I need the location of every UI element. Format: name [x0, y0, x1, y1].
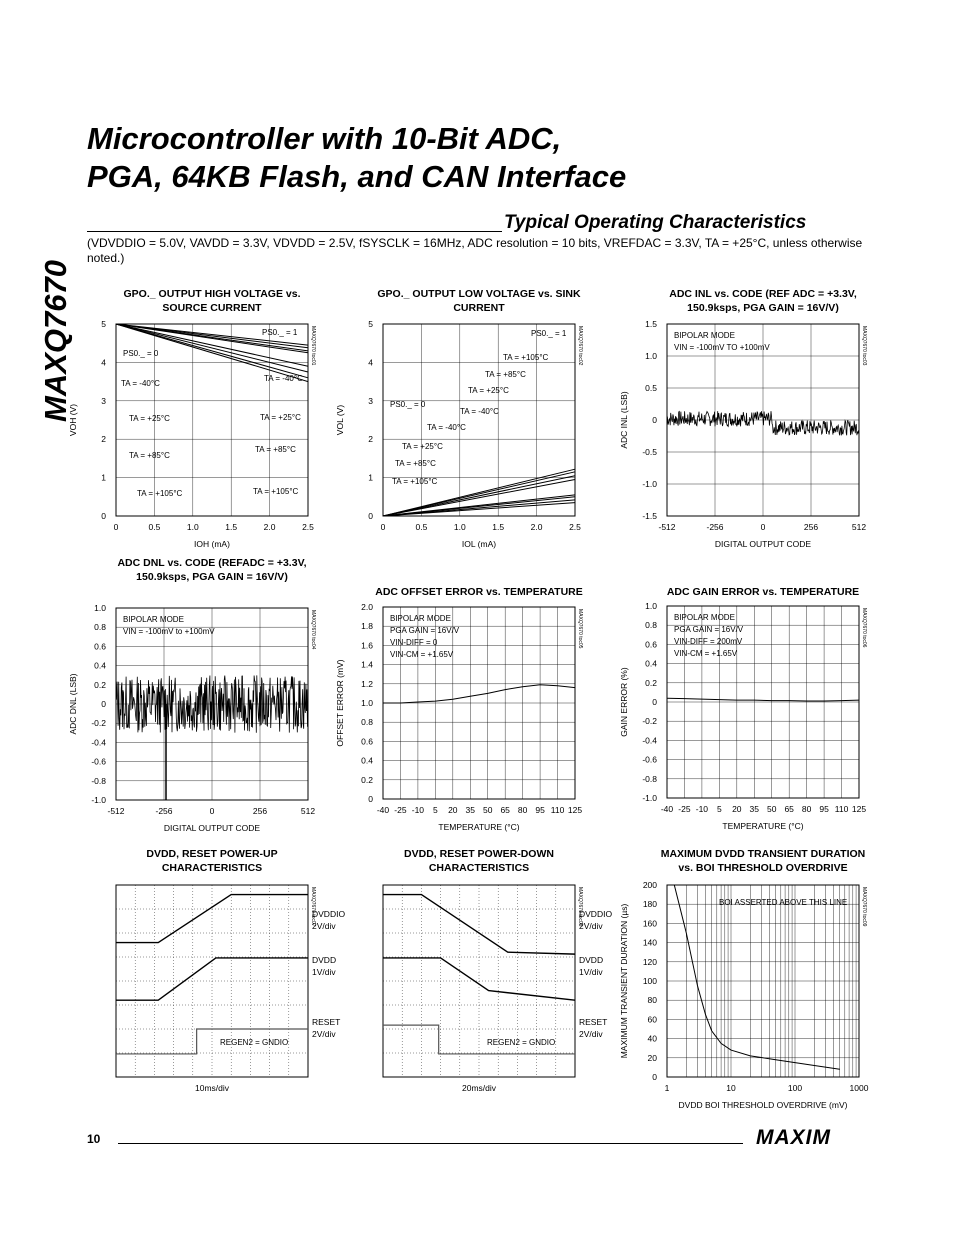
- x-axis-label: TEMPERATURE (°C): [438, 822, 520, 832]
- annotation: TA = +85°C: [255, 445, 296, 454]
- annotation: TA = +105°C: [253, 487, 299, 496]
- x-tick-label: -256: [155, 806, 173, 816]
- x-tick-label: 10: [726, 1083, 736, 1093]
- x-axis-label: DIGITAL OUTPUT CODE: [163, 823, 261, 833]
- y-tick-label: 0.5: [645, 383, 657, 393]
- x-axis-label: IOL (mA): [461, 539, 497, 549]
- y-tick-label: 5: [101, 319, 106, 329]
- x-tick-label: -10: [411, 805, 425, 815]
- y-tick-label: 0: [368, 794, 373, 804]
- footer-rule: [118, 1143, 743, 1144]
- annotation: TA = -40°C: [427, 423, 466, 432]
- chart-title-toc08: DVDD, RESET POWER-DOWN CHARACTERISTICS: [404, 848, 554, 874]
- annotation: BIPOLAR MODE: [674, 613, 735, 622]
- side-title-text: MAXQ7670: [38, 260, 73, 422]
- y-tick-label: 1.0: [645, 351, 657, 361]
- toc-code: MAXQ7670 toc01: [310, 326, 316, 366]
- y-tick-label: 140: [642, 937, 657, 948]
- x-tick-label: 2.0: [530, 522, 543, 532]
- annotation: REGEN2 = GNDIO: [487, 1038, 556, 1047]
- chart-toc08: [383, 885, 612, 1093]
- y-axis-label: VOH (V): [68, 403, 78, 437]
- annotation: VIN = -100mV TO +100mV: [674, 343, 770, 352]
- x-tick-label: 5: [432, 805, 438, 815]
- x-tick-label: 1.5: [492, 522, 505, 532]
- annotation: BIPOLAR MODE: [674, 331, 735, 340]
- annotation: VIN-CM = +1.65V: [390, 650, 454, 659]
- channel-label: 2V/div: [579, 1029, 603, 1039]
- x-tick-label: 512: [300, 806, 316, 816]
- annotation: TA = +25°C: [129, 414, 170, 423]
- y-axis-label: VOL (V): [335, 404, 345, 436]
- annotation: BIPOLAR MODE: [390, 614, 451, 623]
- series-line: [383, 685, 575, 703]
- x-tick-label: -25: [394, 805, 407, 815]
- annotation: TA = -40°C: [121, 379, 160, 388]
- y-tick-label: -1.5: [642, 511, 657, 521]
- x-tick-label: -512: [107, 806, 125, 816]
- annotation: TA = +85°C: [395, 459, 436, 468]
- y-tick-label: 200: [642, 880, 657, 890]
- toc-code: MAXQ7670 toc09: [861, 887, 867, 927]
- y-tick-label: 180: [642, 899, 657, 910]
- y-tick-label: 3: [368, 395, 373, 406]
- y-axis-label: ADC DNL (LSB): [68, 673, 78, 735]
- y-tick-label: 0: [652, 697, 657, 707]
- x-tick-label: 1.0: [186, 522, 199, 532]
- channel-label: DVDDIO: [312, 909, 346, 919]
- x-tick-label: 65: [500, 805, 510, 815]
- annotation: PS0._ = 0: [123, 349, 159, 358]
- annotation: VIN = -100mV to +100mV: [123, 627, 215, 636]
- x-tick-label: 1: [664, 1083, 670, 1093]
- y-tick-label: 0.6: [94, 641, 106, 652]
- annotation: TA = +25°C: [468, 386, 509, 395]
- channel-label: 2V/div: [579, 921, 603, 931]
- x-tick-label: 0.5: [148, 522, 161, 532]
- x-axis-label: 20ms/div: [461, 1083, 497, 1093]
- annotation: VIN-DIFF = 200mV: [674, 637, 743, 646]
- y-tick-label: 1.6: [361, 640, 373, 651]
- x-tick-label: 1.5: [225, 522, 238, 532]
- y-tick-label: 60: [647, 1014, 657, 1025]
- y-tick-label: 5: [368, 319, 373, 329]
- x-tick-label: 100: [787, 1083, 803, 1093]
- channel-label: DVDDIO: [579, 909, 613, 919]
- y-tick-label: 4: [368, 357, 373, 368]
- x-axis-label: 10ms/div: [194, 1083, 230, 1093]
- y-tick-label: 100: [642, 976, 657, 986]
- y-tick-label: -0.2: [91, 718, 106, 729]
- y-tick-label: 0.2: [94, 679, 106, 690]
- y-tick-label: 0.4: [361, 755, 373, 766]
- annotation: TA = +85°C: [485, 370, 526, 379]
- x-tick-label: 5: [716, 804, 722, 814]
- y-axis-label: ADC INL (LSB): [619, 391, 629, 449]
- chart-title-toc01: GPO._ OUTPUT HIGH VOLTAGE vs. SOURCE CURRENT: [123, 288, 301, 314]
- x-tick-label: 110: [834, 804, 849, 814]
- y-tick-label: 1.8: [361, 621, 373, 632]
- y-tick-label: 0.6: [361, 736, 373, 747]
- toc-code: MAXQ7670 toc04: [310, 610, 316, 650]
- annotation: TA = -40°C: [264, 374, 303, 383]
- y-tick-label: 1.0: [361, 698, 373, 708]
- annotation: TA = +25°C: [402, 442, 443, 451]
- x-tick-label: 125: [567, 805, 583, 815]
- y-tick-label: 0: [101, 511, 106, 521]
- x-tick-label: 125: [851, 804, 867, 814]
- y-tick-label: 0.8: [361, 717, 373, 728]
- channel-label: DVDD: [312, 955, 337, 965]
- y-tick-label: 4: [101, 357, 106, 368]
- y-tick-label: 2.0: [361, 602, 373, 612]
- y-tick-label: -1.0: [642, 479, 657, 489]
- section-title: Typical Operating Characteristics: [504, 212, 807, 233]
- annotation: PS0._ = 1: [531, 329, 567, 338]
- title-line-2: PGA, 64KB Flash, and CAN Interface: [87, 159, 627, 194]
- x-tick-label: 256: [803, 522, 819, 532]
- x-tick-label: -10: [695, 804, 709, 814]
- chart-toc02: [335, 319, 583, 549]
- x-tick-label: 35: [749, 804, 760, 814]
- page-number: 10: [87, 1132, 101, 1146]
- x-tick-label: 2.5: [302, 522, 314, 532]
- chart-title-toc03: ADC INL vs. CODE (REF ADC = +3.3V, 150.9ksps, PGA GAIN = 16V/V): [669, 288, 857, 314]
- y-tick-label: -1.0: [91, 795, 106, 805]
- y-tick-label: 40: [647, 1033, 657, 1044]
- y-tick-label: 0.2: [361, 774, 373, 785]
- toc-code: MAXQ7670 toc06: [861, 608, 867, 648]
- y-tick-label: 0: [368, 511, 373, 521]
- series-line: [674, 885, 839, 1069]
- x-tick-label: 80: [801, 804, 812, 814]
- title-line-1: Microcontroller with 10-Bit ADC,: [87, 121, 562, 156]
- maxim-logo: [756, 1126, 866, 1148]
- y-tick-label: -0.6: [91, 756, 106, 767]
- y-tick-label: -0.8: [91, 775, 106, 786]
- y-tick-label: 0.6: [645, 639, 657, 650]
- y-tick-label: 1.2: [361, 678, 373, 689]
- chart-title-toc06: ADC GAIN ERROR vs. TEMPERATURE: [666, 586, 860, 598]
- y-tick-label: -0.6: [642, 754, 657, 765]
- y-axis-label: OFFSET ERROR (mV): [335, 659, 345, 747]
- x-tick-label: 95: [819, 804, 829, 814]
- chart-toc05: [335, 602, 583, 832]
- y-tick-label: 1.5: [645, 319, 657, 329]
- x-tick-label: 0: [380, 522, 386, 532]
- annotation: TA = +105°C: [392, 477, 438, 486]
- toc-code: MAXQ7670 toc07: [310, 887, 316, 927]
- x-tick-label: 0: [209, 806, 215, 816]
- chart-toc03: [619, 319, 867, 549]
- channel-label: RESET: [312, 1017, 341, 1027]
- x-tick-label: 20: [448, 805, 458, 815]
- channel-label: 2V/div: [312, 1029, 336, 1039]
- channel-label: 1V/div: [312, 967, 336, 977]
- y-tick-label: 0.4: [94, 660, 106, 671]
- x-tick-label: -512: [658, 522, 676, 532]
- y-tick-label: 160: [642, 918, 657, 929]
- y-tick-label: 3: [101, 395, 106, 406]
- annotation: TA = +105°C: [137, 489, 183, 498]
- y-tick-label: 1: [101, 472, 106, 483]
- y-tick-label: 1.0: [94, 603, 106, 613]
- x-tick-label: 0: [113, 522, 119, 532]
- y-tick-label: 0: [101, 699, 106, 709]
- y-tick-label: 0.8: [94, 622, 106, 633]
- x-tick-label: -40: [376, 805, 390, 815]
- y-tick-label: 80: [647, 995, 657, 1006]
- y-tick-label: 1.0: [645, 601, 657, 611]
- annotation: TA = -40°C: [460, 407, 499, 416]
- x-tick-label: 0.5: [415, 522, 428, 532]
- chart-toc01: [68, 319, 316, 549]
- y-tick-label: 120: [642, 956, 657, 967]
- annotation: BOI ASSERTED ABOVE THIS LINE: [719, 898, 848, 907]
- x-tick-label: 1.0: [453, 522, 466, 532]
- annotation: PGA GAIN = 16V/V: [674, 625, 744, 634]
- chart-toc06: [619, 601, 867, 831]
- chart-toc09: [619, 880, 869, 1110]
- channel-label: 2V/div: [312, 921, 336, 931]
- x-axis-label: TEMPERATURE (°C): [722, 821, 804, 831]
- y-tick-label: 2: [101, 434, 106, 445]
- annotation: TA = +25°C: [260, 413, 301, 422]
- y-axis-label: GAIN ERROR (%): [619, 667, 629, 737]
- annotation: TA = +105°C: [503, 353, 549, 362]
- x-tick-label: 80: [517, 805, 528, 815]
- annotation: TA = +85°C: [129, 451, 170, 460]
- y-tick-label: 0: [652, 415, 657, 425]
- y-tick-label: 0.4: [645, 658, 657, 669]
- y-tick-label: -0.4: [642, 735, 657, 746]
- annotation: BIPOLAR MODE: [123, 615, 184, 624]
- chart-title-toc04: ADC DNL vs. CODE (REFADC = +3.3V, 150.9ksps, PGA GAIN = 16V/V): [117, 557, 307, 583]
- x-tick-label: -40: [660, 804, 674, 814]
- conditions-note: (VDVDDIO = 5.0V, VAVDD = 3.3V, VDVDD = 2.5V, fSYSCLK = 16MHz, ADC resolution = 10 bits, VREFDAC = 3.3V, TA = +25°C, unless otherwise noted.): [87, 236, 863, 265]
- chart-toc04: [68, 603, 316, 833]
- x-tick-label: -25: [678, 804, 691, 814]
- x-tick-label: 35: [465, 805, 476, 815]
- x-axis-label: DVDD BOI THRESHOLD OVERDRIVE (mV): [678, 1100, 848, 1110]
- annotation: VIN-CM = +1.65V: [674, 649, 738, 658]
- y-tick-label: 1: [368, 472, 373, 483]
- chart-title-toc02: GPO._ OUTPUT LOW VOLTAGE vs. SINK CURRENT: [377, 288, 581, 314]
- chart-title-toc05: ADC OFFSET ERROR vs. TEMPERATURE: [375, 586, 583, 598]
- toc-code: MAXQ7670 toc05: [577, 609, 583, 649]
- annotation: PGA GAIN = 16V/V: [390, 626, 460, 635]
- annotation: PS0._ = 0: [390, 400, 426, 409]
- channel-label: 1V/div: [579, 967, 603, 977]
- x-tick-label: 50: [482, 805, 493, 815]
- y-tick-label: 20: [647, 1052, 657, 1063]
- y-tick-label: 0: [652, 1072, 657, 1082]
- y-tick-label: 1.4: [361, 659, 373, 670]
- x-tick-label: 0: [760, 522, 766, 532]
- y-tick-label: -0.4: [91, 737, 106, 748]
- channel-label: RESET: [579, 1017, 608, 1027]
- x-tick-label: 65: [784, 804, 794, 814]
- x-tick-label: 20: [732, 804, 742, 814]
- x-tick-label: 95: [535, 805, 545, 815]
- toc-code: MAXQ7670 toc03: [861, 326, 867, 366]
- x-tick-label: 256: [252, 806, 268, 816]
- chart-toc07: [116, 885, 345, 1093]
- annotation: PS0._ = 1: [262, 328, 298, 337]
- logo-text: MAXIM: [756, 1126, 831, 1148]
- annotation: VIN-DIFF = 0: [390, 638, 438, 647]
- y-tick-label: 0.2: [645, 677, 657, 688]
- channel-label: DVDD: [579, 955, 604, 965]
- chart-title-toc07: DVDD, RESET POWER-UP CHARACTERISTICS: [146, 848, 278, 874]
- y-tick-label: 0.8: [645, 620, 657, 631]
- x-axis-label: IOH (mA): [194, 539, 230, 549]
- y-tick-label: -0.2: [642, 716, 657, 727]
- series-line: [667, 698, 859, 701]
- x-tick-label: 2.0: [263, 522, 276, 532]
- x-axis-label: DIGITAL OUTPUT CODE: [714, 539, 812, 549]
- x-tick-label: -256: [706, 522, 724, 532]
- toc-code: MAXQ7670 toc08: [577, 887, 583, 927]
- y-axis-label: MAXIMUM TRANSIENT DURATION (µs): [619, 903, 629, 1059]
- y-tick-label: 2: [368, 434, 373, 445]
- y-tick-label: -1.0: [642, 793, 657, 803]
- x-tick-label: 2.5: [569, 522, 581, 532]
- annotation: REGEN2 = GNDIO: [220, 1038, 289, 1047]
- y-tick-label: -0.5: [642, 447, 657, 457]
- x-tick-label: 512: [851, 522, 867, 532]
- x-tick-label: 50: [766, 804, 777, 814]
- x-tick-label: 110: [550, 805, 565, 815]
- toc-code: MAXQ7670 toc02: [577, 326, 583, 366]
- chart-title-toc09: MAXIMUM DVDD TRANSIENT DURATION vs. BOI THRESHOLD OVERDRIVE: [660, 848, 866, 874]
- y-tick-label: -0.8: [642, 773, 657, 784]
- x-tick-label: 1000: [849, 1083, 869, 1093]
